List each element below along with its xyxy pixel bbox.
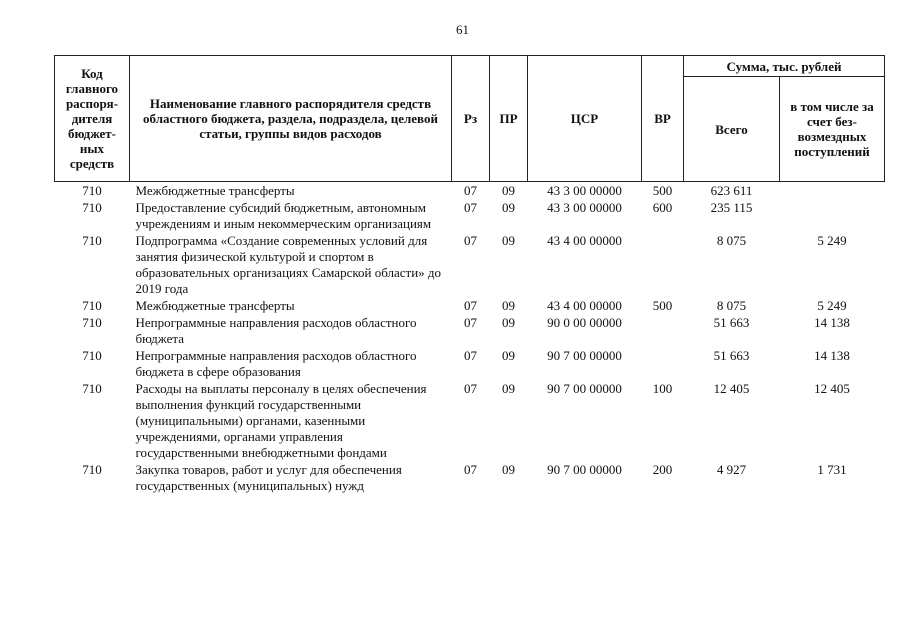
row-free: 14 138 bbox=[814, 348, 850, 363]
table-row bbox=[55, 314, 885, 347]
row-free: 5 249 bbox=[817, 233, 847, 248]
row-free: 1 731 bbox=[817, 462, 847, 477]
header-sum: Сумма, тыс. рублей bbox=[684, 56, 885, 77]
row-free: 12 405 bbox=[814, 381, 850, 396]
header-free: в том числе за счет без-возмездных поступлений bbox=[780, 77, 885, 182]
page-number: 61 bbox=[456, 22, 469, 37]
row-pr: 09 bbox=[502, 183, 515, 198]
row-pr: 09 bbox=[502, 348, 515, 363]
row-vr: 500 bbox=[652, 183, 673, 198]
row-code: 710 bbox=[82, 233, 102, 248]
row-name: Закупка товаров, работ и услуг для обеспечения государственных (муниципальных) нужд bbox=[135, 462, 402, 493]
row-code: 710 bbox=[82, 200, 102, 215]
row-rz: 07 bbox=[464, 381, 477, 396]
row-rz: 07 bbox=[464, 183, 477, 198]
row-total: 4 927 bbox=[716, 462, 747, 477]
row-total: 8 075 bbox=[716, 298, 747, 313]
row-rz: 07 bbox=[464, 200, 477, 215]
row-rz: 07 bbox=[464, 462, 477, 477]
row-total: 623 611 bbox=[710, 183, 753, 198]
row-total: 12 405 bbox=[713, 381, 750, 396]
row-total: 51 663 bbox=[713, 315, 750, 330]
header-vr: ВР bbox=[642, 56, 684, 182]
row-code: 710 bbox=[82, 381, 102, 396]
row-name: Непрограммные направления расходов областного бюджета bbox=[135, 315, 417, 346]
row-code: 710 bbox=[82, 348, 102, 363]
row-name: Межбюджетные трансферты bbox=[135, 183, 295, 198]
row-csr: 90 7 00 00000 bbox=[547, 462, 622, 477]
row-csr: 43 3 00 00000 bbox=[547, 183, 622, 198]
header-total: Всего bbox=[684, 77, 780, 182]
row-csr: 43 4 00 00000 bbox=[547, 233, 622, 248]
row-code: 710 bbox=[82, 315, 102, 330]
row-rz: 07 bbox=[464, 233, 477, 248]
row-free bbox=[780, 182, 885, 200]
table-row bbox=[55, 297, 885, 314]
row-name: Непрограммные направления расходов областного бюджета в сфере образования bbox=[135, 348, 417, 379]
row-total: 8 075 bbox=[716, 233, 747, 248]
row-code: 710 bbox=[82, 298, 102, 313]
row-csr: 90 7 00 00000 bbox=[547, 381, 622, 396]
row-pr: 09 bbox=[502, 233, 515, 248]
row-vr bbox=[642, 314, 684, 347]
table-row bbox=[55, 347, 885, 380]
row-csr: 90 7 00 00000 bbox=[547, 348, 622, 363]
row-vr: 100 bbox=[652, 381, 673, 396]
header-rz: Рз bbox=[452, 56, 490, 182]
table-row bbox=[55, 380, 885, 461]
row-vr bbox=[642, 347, 684, 380]
row-vr: 200 bbox=[652, 462, 673, 477]
row-csr: 43 3 00 00000 bbox=[547, 200, 622, 215]
row-pr: 09 bbox=[502, 298, 515, 313]
row-name: Предоставление субсидий бюджетным, автономным учреждениям и иным некоммерческим организациям bbox=[135, 200, 432, 231]
row-pr: 09 bbox=[502, 315, 515, 330]
row-vr bbox=[642, 232, 684, 297]
row-rz: 07 bbox=[464, 298, 477, 313]
row-csr: 43 4 00 00000 bbox=[547, 298, 622, 313]
table-body bbox=[55, 182, 885, 495]
row-name: Расходы на выплаты персоналу в целях обеспечения выполнения функций государственными (муниципальными) органами, казенными учреждениями, органами управления государственными внебюджетными фондами bbox=[135, 381, 427, 460]
row-total: 235 115 bbox=[710, 200, 753, 215]
row-pr: 09 bbox=[502, 462, 515, 477]
row-name: Межбюджетные трансферты bbox=[135, 298, 295, 313]
row-free: 14 138 bbox=[814, 315, 850, 330]
table-row bbox=[55, 232, 885, 297]
row-rz: 07 bbox=[464, 315, 477, 330]
row-free: 5 249 bbox=[817, 298, 847, 313]
row-pr: 09 bbox=[502, 200, 515, 215]
row-name: Подпрограмма «Создание современных условий для занятия физической культурой и спортом в образовательных организациях Самарской области» до 2019 года bbox=[135, 233, 442, 296]
row-vr: 600 bbox=[652, 200, 673, 215]
header-pr: ПР bbox=[490, 56, 528, 182]
header-csr: ЦСР bbox=[528, 56, 642, 182]
header-name: Наименование главного распорядителя средств областного бюджета, раздела, подраздела, целевой статьи, группы видов расходов bbox=[130, 56, 452, 182]
budget-table bbox=[54, 55, 885, 494]
row-vr: 500 bbox=[652, 298, 673, 313]
row-total: 51 663 bbox=[713, 348, 750, 363]
table-header bbox=[55, 56, 885, 182]
row-code: 710 bbox=[82, 462, 102, 477]
header-code: Код главного распоря-дителя бюджет-ных средств bbox=[55, 56, 130, 182]
row-code: 710 bbox=[82, 183, 102, 198]
table-row bbox=[55, 182, 885, 200]
row-csr: 90 0 00 00000 bbox=[547, 315, 622, 330]
table-row bbox=[55, 199, 885, 232]
row-pr: 09 bbox=[502, 381, 515, 396]
row-free bbox=[780, 199, 885, 232]
row-rz: 07 bbox=[464, 348, 477, 363]
table-row bbox=[55, 461, 885, 494]
